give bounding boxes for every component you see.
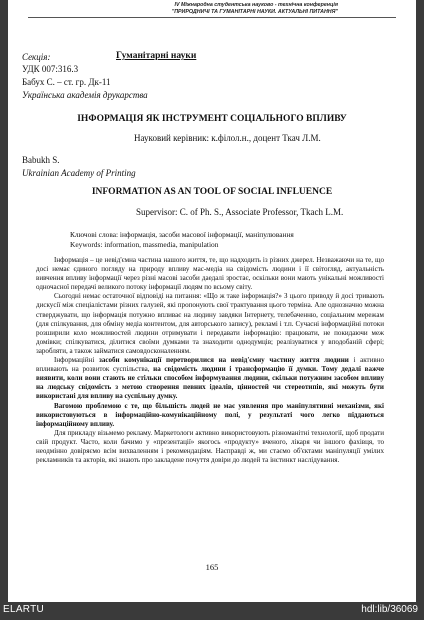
affiliation-ua: Українська академія друкарства <box>22 90 148 100</box>
body-paragraph-3-part-d: на свідомість людини і трансформацію її думки. Тому дедалі важче виявити, коли вони стають не стільки способом інформування людини, скільки потужним засобом впливу на людську свідомість з метою створення певних ідеалів, цінностей чи стереотипів, які можуть бути використані для впливу на суспільну думку. <box>36 365 385 401</box>
conference-header-line2: "ПРИРОДНИЧІ ТА ГУМАНІТАРНІ НАУКИ. АКТУАЛЬНІ ПИТАННЯ" <box>171 8 338 15</box>
udc-code: УДК 007:316.3 <box>22 64 79 74</box>
conference-header <box>8 2 416 15</box>
supervisor-en: Supervisor: C. of Ph. S., Associate Professor, Tkach L.M. <box>136 207 344 217</box>
page-number: 165 <box>205 562 219 572</box>
body-paragraph-3-part-a: Інформаційні <box>54 356 100 365</box>
viewer-footer <box>0 602 424 620</box>
body-paragraph-3-part-c: і активно впливають на розвиток суспільства, <box>36 356 384 374</box>
repository-name: ELARTU <box>3 604 45 615</box>
section-name: Гуманітарні науки <box>116 51 197 61</box>
author-ua: Бабух С. – ст. гр. Дк-11 <box>22 77 111 87</box>
keywords-ua: Ключові слова: інформація, засоби масової інформації, маніпулювання <box>70 230 294 239</box>
title-en: INFORMATION AS AN TOOL OF SOCIAL INFLUENCE <box>91 187 333 197</box>
affiliation-en: Ukrainian Academy of Printing <box>22 168 136 178</box>
body-paragraph-4 <box>36 402 384 429</box>
section-label: Секція: <box>22 52 51 62</box>
conference-header-line1: IV Міжнародна студентська науково - технічна конференція <box>174 2 338 8</box>
keywords-en: Keywords: information, massmedia, manipulation <box>70 240 219 249</box>
supervisor-ua: Науковий керівник: к.філол.н., доцент Ткач Л.М. <box>134 133 321 143</box>
body-paragraph-4-text: Вагомою проблемою є те, що більшість людей не має уявлення про маніпулятивні механізми, які використовуються в інформаційно-комунікаційному полі, у результаті чого легко піддаються інформаційному впливу. <box>36 401 384 428</box>
body-paragraph-5: Для прикладу візьмемо рекламу. Маркетологи активно використовують різноманітні технології, щоб продати свій продукт. Часто, коли бачимо у «презентації» якогось «продукту» вченого, лікаря чи іншого фахівця, то неодмінно довіряємо всім вихваленням і рекомендаціям. Насправді ж, ми стаємо об'єктами маніпуляції умілих рекламників та акторів, які знають про закладене почуття довіри до людей та інстинкт наслідування. <box>36 428 384 465</box>
body-paragraph-3-part-b: засоби комунікації перетворилися на невід'ємну частину життя людини <box>99 356 349 365</box>
author-en: Babukh S. <box>22 155 60 165</box>
header-rule <box>28 17 396 18</box>
body-paragraph-2: Сьогодні немає остаточної відповіді на питання: «Що ж таке інформація?» З цього приводу й досі тривають дискусії між спеціалістами різних галузей, які пропонують свої трактування цього терміна. Але однозначно можна стверджувати, що інформація потужно впливає на людину завдяки Інтернету, телебаченню, соціальним мережам (для спілкування, для обміну медіа контентом, для авторського запису), рекламі і т.п. Сучасні інформаційні потоки розширили коло можливостей людини отримувати і передавати інформацію: працювати, не покидаючи меж домівки; спілкуватися, ділитися своїми думками та знаходити однодумців; реалізуватися у вподобаній сфері; заробляти, а також займатися самовдосконаленням. <box>36 292 384 355</box>
body-paragraph-1: Інформація – це невід'ємна частина нашого життя, те, що надходить із різних джерел. Незважаючи на те, що досі немає єдиного погляду на природу впливу мас-медіа на свідомість людини і її світогляд, актуальність вивчення впливу інформації через різні масові засоби даедалі зростає, оскільки вони мають унікальні можливості одночасної передачі великого потоку інформації людям по всьому світу. <box>36 256 384 292</box>
handle-id: hdl:lib/36069 <box>361 604 418 615</box>
document-page <box>8 0 416 602</box>
title-ua: ІНФОРМАЦІЯ ЯК ІНСТРУМЕНТ СОЦІАЛЬНОГО ВПЛИВУ <box>77 114 347 124</box>
body-paragraph-3 <box>36 356 384 401</box>
article-body <box>36 256 384 465</box>
